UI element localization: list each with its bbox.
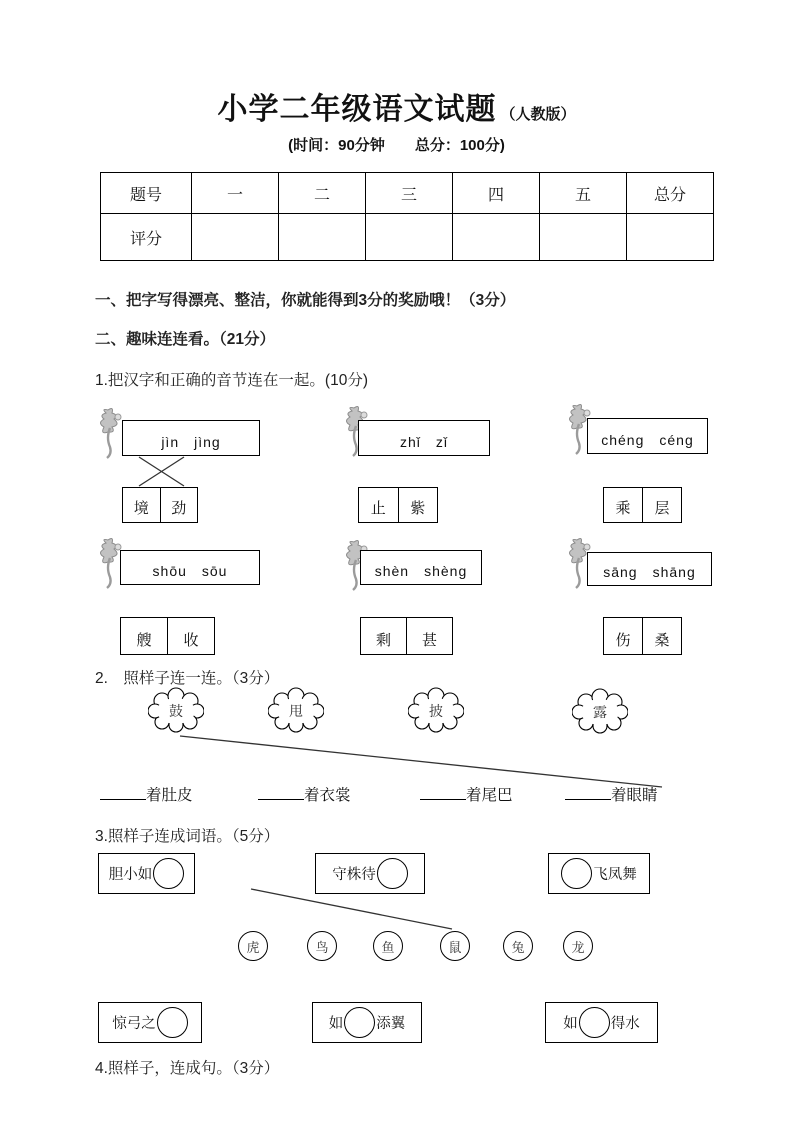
score-cell [540,214,627,261]
score-cell [192,214,279,261]
page-title: 小学二年级语文试题 [217,93,497,126]
phrase-text: 着尾巴 [466,787,513,804]
pinyin-box: zhǐ zǐ [358,420,490,456]
cloud-shape [268,687,324,733]
answer-circle [344,1007,375,1038]
idiom-suffix: 飞凤舞 [593,867,637,883]
answer-blank [565,784,611,800]
cloud-shape [408,687,464,733]
example-line [139,457,184,486]
question-4-label: 4.照样子，连成句。（3分） [95,1060,280,1077]
score-header-cell: 四 [453,173,540,214]
score-cell [453,214,540,261]
animal-char: 鸟 [315,939,329,955]
phrase-text: 着眼睛 [611,787,658,804]
answer-circle [579,1007,610,1038]
character-box [360,617,453,655]
animal-circle [307,931,337,961]
pinyin-box: chénɡ cénɡ [587,418,708,454]
animal-char: 鱼 [381,939,395,955]
character-cell: 境 [123,488,161,522]
phrase-item [565,783,658,805]
question-1-label: 1.把汉字和正确的音节连在一起。(10分) [95,372,368,389]
character-box [122,487,198,523]
score-header-cell: 一 [192,173,279,214]
cloud-shape [572,688,628,734]
animal-circle [440,931,470,961]
character-cell: 层 [654,500,670,517]
character-cell: 艘 [121,618,168,654]
animal-circle [563,931,593,961]
answer-circle [157,1007,188,1038]
character-cell: 桑 [654,632,670,649]
character-box [358,487,438,523]
animal-circle [503,931,533,961]
score-table-header-row [101,173,714,214]
score-cell [366,214,453,261]
question-2-label: 2. 照样子连一连。（3分） [95,670,280,687]
idiom-box-bow [98,1002,202,1043]
idiom-prefix: 胆小如 [108,867,153,883]
edition-label: （人教版） [500,106,576,123]
cloud-shape [148,687,204,733]
answer-circle [561,858,592,889]
cloud-verb: 甩 [289,703,303,719]
animal-char: 龙 [571,939,585,955]
cloud-verb: 披 [429,703,443,719]
answer-blank [258,784,304,800]
example-line [139,457,184,486]
character-cell: 剩 [361,618,407,654]
phrase-text: 着衣裳 [304,787,351,804]
idiom-box-tiger [312,1002,422,1043]
cloud-verb: 露 [593,704,607,720]
section-1-heading: 一、把字写得漂亮、整洁，你就能得到3分的奖励哦！（3分） [95,292,516,309]
idiom-box-dragon [548,853,650,894]
animal-char: 虎 [246,939,260,955]
character-cell: 止 [359,488,399,522]
phrase-text: 着肚皮 [146,787,193,804]
page-header [0,84,793,128]
idiom-box-fish [545,1002,658,1043]
score-header-cell: 二 [279,173,366,214]
animal-char: 兔 [511,939,525,955]
pinyin-box: sānɡ shānɡ [587,552,712,586]
idiom-prefix: 惊弓之 [112,1016,156,1032]
score-header-cell: 五 [540,173,627,214]
score-cell [627,214,714,261]
phrase-item [420,783,513,805]
score-header-cell: 总分 [627,173,714,214]
answer-circle [153,858,184,889]
character-cell: 收 [183,632,199,649]
animal-circle [373,931,403,961]
example-line [251,889,452,929]
character-cell: 乘 [604,488,643,522]
idiom-prefix: 守株待 [332,867,376,883]
idiom-prefix: 如 [563,1016,578,1032]
score-header-cell: 三 [366,173,453,214]
answer-circle [377,858,408,889]
score-header-cell: 题号 [101,173,192,214]
idiom-box-timid [98,853,195,894]
idiom-box-stump [315,853,425,894]
score-cell [279,214,366,261]
character-box [603,617,682,655]
phrase-item [100,783,193,805]
score-row-label: 评分 [101,214,192,261]
idiom-prefix: 如 [328,1016,344,1032]
example-line [180,736,662,787]
score-table-value-row [101,214,714,261]
section-2-heading: 二、趣味连连看。（21分） [95,331,275,348]
score-table [100,172,714,261]
character-cell: 伤 [604,618,643,654]
pinyin-box: jìn jìnɡ [122,420,260,456]
character-cell: 紫 [410,500,426,517]
animal-char: 鼠 [448,939,462,955]
question-3-label: 3.照样子连成词语。（5分） [95,828,280,845]
time-score-subtitle: (时间：90分钟 总分：100分) [288,137,505,154]
answer-blank [100,784,146,800]
character-box [603,487,682,523]
idiom-suffix: 得水 [610,1016,640,1032]
phrase-item [258,783,351,805]
pinyin-box: shèn shènɡ [360,550,482,585]
character-box [120,617,215,655]
answer-blank [420,784,466,800]
animal-circle [238,931,268,961]
character-cell: 甚 [421,632,437,649]
cloud-verb: 鼓 [169,703,183,719]
pinyin-box: shōu sōu [120,550,260,585]
character-cell: 劲 [171,500,187,517]
idiom-suffix: 添翼 [376,1016,406,1032]
